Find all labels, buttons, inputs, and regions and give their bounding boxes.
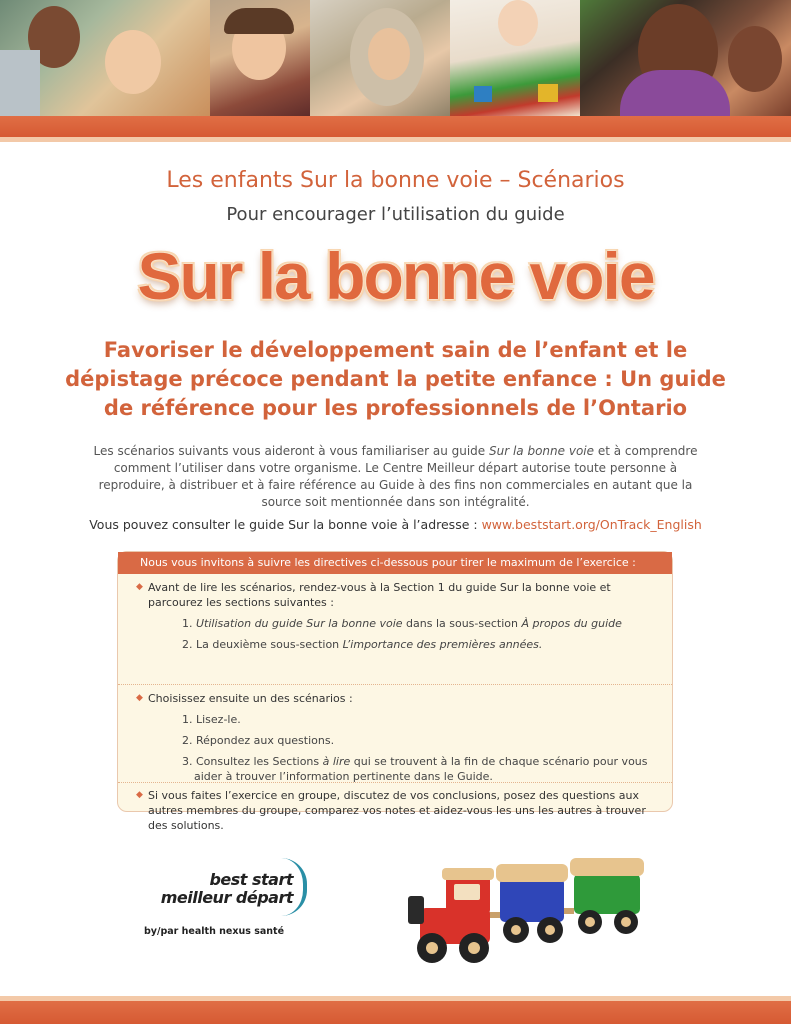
photo-boy bbox=[210, 0, 310, 116]
item-number: 1. bbox=[182, 617, 193, 630]
header-stripe bbox=[0, 116, 791, 142]
consult-text: Vous pouvez consulter le guide Sur la bonne voie à l’adresse : bbox=[89, 517, 482, 532]
guide-subtitle bbox=[40, 336, 751, 423]
bullet-text: Si vous faites l’exercice en groupe, discutez de vos conclusions, posez des questions aux autres membres du groupe, comparez vos notes et aidez-vous les uns les autres à trouver des solutions. bbox=[148, 789, 646, 832]
instructions-header: Nous vous invitons à suivre les directives ci-dessous pour tirer le maximum de l’exercice : bbox=[118, 552, 672, 574]
diamond-bullet-icon: ◆ bbox=[136, 693, 143, 703]
intro-text: et à comprendre comment l’utiliser dans votre organisme. Le Centre Meilleur départ autorise toute personne à reproduire, à distribuer et à faire référence au Guide à des fins non commerciales en autant que la source soit mentionnée dans son intégralité. bbox=[98, 444, 698, 509]
page-title: Les enfants Sur la bonne voie – Scénarios bbox=[166, 168, 625, 193]
item-emphasis: à lire bbox=[322, 755, 351, 768]
item-emphasis: À propos du guide bbox=[521, 617, 622, 630]
item-text: La deuxième sous-section bbox=[196, 638, 343, 651]
list-item: 1. Lisez-le. bbox=[182, 713, 241, 726]
list-item bbox=[136, 616, 654, 631]
instructions-box bbox=[117, 551, 673, 832]
logo-text: best start bbox=[209, 870, 293, 889]
item-text: dans la sous-section bbox=[402, 617, 522, 630]
photo-woman-hijab bbox=[310, 0, 450, 116]
toy-train-icon bbox=[400, 850, 662, 974]
photo-banner bbox=[0, 0, 791, 116]
footer-stripe bbox=[0, 996, 791, 1024]
item-text: qui se trouvent à la fin de chaque scénario pour vous aider à trouver l’information pertinente dans le Guide. bbox=[194, 755, 648, 783]
photo-children-laptop bbox=[0, 0, 210, 116]
subtitle-line: Favoriser le développement sain de l’enfant et le bbox=[103, 338, 688, 362]
subtitle-line: de référence pour les professionnels de l’Ontario bbox=[103, 396, 688, 420]
instructions-section bbox=[118, 574, 672, 684]
photo-mother-child bbox=[580, 0, 791, 116]
diamond-bullet-icon: ◆ bbox=[136, 790, 143, 800]
guide-logo-title: Sur la bonne voie bbox=[137, 239, 654, 313]
intro-guide-name: Sur la bonne voie bbox=[489, 444, 594, 458]
health-nexus-credit: by/par health nexus santé bbox=[144, 926, 285, 937]
bullet-text: Choisissez ensuite un des scénarios : bbox=[148, 692, 353, 705]
item-text: 3. Consultez les Sections bbox=[182, 755, 323, 768]
guide-url-link[interactable]: www.beststart.org/OnTrack_English bbox=[481, 517, 702, 532]
logo-arc-icon bbox=[281, 858, 307, 916]
photo-toddler-blocks bbox=[450, 0, 580, 116]
instructions-section bbox=[118, 782, 672, 836]
list-item: 2. Répondez aux questions. bbox=[182, 734, 335, 747]
instruction-bullet bbox=[136, 691, 654, 706]
intro-paragraph bbox=[80, 443, 711, 511]
instruction-bullet bbox=[136, 788, 654, 833]
intro-text: Les scénarios suivants vous aideront à vous familiariser au guide bbox=[93, 444, 489, 458]
instruction-bullet bbox=[136, 580, 654, 610]
item-emphasis: L’importance des premières années. bbox=[342, 638, 543, 651]
diamond-bullet-icon: ◆ bbox=[136, 582, 143, 592]
item-emphasis: Utilisation du guide Sur la bonne voie bbox=[196, 617, 403, 630]
logo-text: meilleur départ bbox=[160, 888, 293, 907]
list-item bbox=[136, 637, 654, 652]
consult-line bbox=[0, 517, 791, 532]
bullet-text: Avant de lire les scénarios, rendez-vous à la Section 1 du guide Sur la bonne voie et parcourez les sections suivantes : bbox=[148, 581, 611, 609]
best-start-logo bbox=[143, 864, 313, 944]
subtitle-line: dépistage précoce pendant la petite enfance : Un guide bbox=[65, 367, 726, 391]
instructions-section bbox=[118, 684, 672, 782]
item-number: 2. bbox=[182, 638, 193, 651]
list-item bbox=[136, 754, 654, 784]
page-tagline: Pour encourager l’utilisation du guide bbox=[226, 204, 565, 225]
